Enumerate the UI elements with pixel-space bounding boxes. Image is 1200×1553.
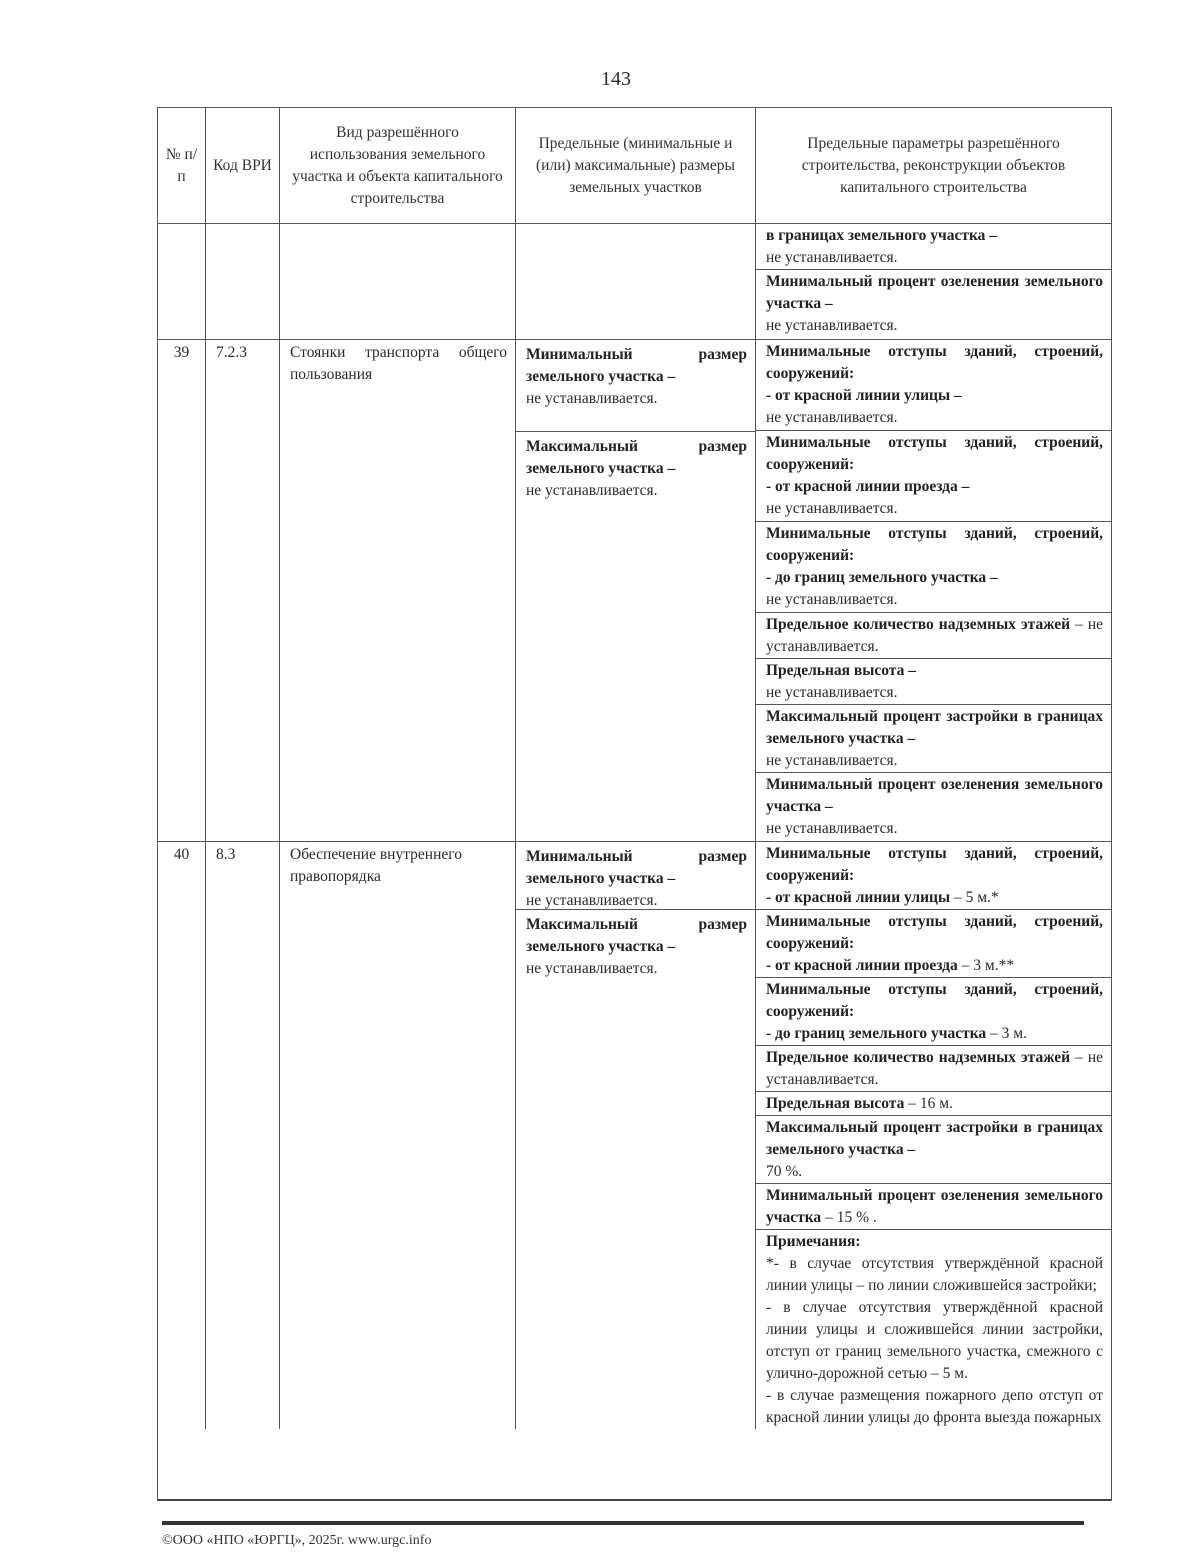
header-number: № п/п [158, 108, 206, 223]
size-item: Максимальный размер земельного участка – не устанавливается. [526, 438, 747, 499]
parameter-item: Минимальные отступы зданий, строений, сооружений: - до границ земельного участка – не устанавливается. [756, 522, 1111, 613]
plot-sizes-cell [516, 340, 756, 841]
table-header-row [158, 108, 1111, 224]
regulations-table [157, 107, 1112, 1501]
table-row [158, 842, 1111, 1429]
parameter-item: Максимальный процент застройки в границах земельного участка – 70 %. [756, 1116, 1111, 1184]
parameter-item: Минимальные отступы зданий, строений, сооружений: - от красной линии проезда – 3 м.** [756, 910, 1111, 978]
note: - в случае отсутствия утверждённой красной линии улицы и сложившейся линии застройки, отступ от границ земельного участка, смежного с улично-дорожной сетью – 5 м. [766, 1299, 1103, 1382]
parameter-item: Минимальные отступы зданий, строений, сооружений: - от красной линии улицы – 5 м.* [756, 842, 1111, 910]
table-row [158, 340, 1111, 842]
footer-divider [162, 1521, 1084, 1525]
row-use-type: Стоянки транспорта общего пользования [280, 340, 516, 841]
parameters-cell [756, 842, 1111, 1429]
row-use-type: Обеспечение внутреннего правопорядка [280, 842, 516, 1429]
parameters-cell [756, 340, 1111, 841]
parameter-item: Минимальные отступы зданий, строений, сооружений: - от красной линии проезда – не устанавливается. [756, 431, 1111, 522]
parameter-item: Максимальный процент застройки в границах земельного участка – не устанавливается. [756, 705, 1111, 773]
header-plot-sizes: Предельные (минимальные и (или) максимальные) размеры земельных участков [516, 108, 756, 223]
row-code: 7.2.3 [206, 340, 280, 841]
parameter-item: Предельное количество надземных этажей – не устанавливается. [756, 613, 1111, 659]
row-number: 40 [158, 842, 206, 1429]
note: - в случае размещения пожарного депо отступ от красной линии улицы до фронта выезда пожарных [766, 1387, 1103, 1426]
parameter-item: Минимальный процент озеленения земельного участка – 15 % . [756, 1184, 1111, 1230]
header-parameters: Предельные параметры разрешённого строительства, реконструкции объектов капитального строительства [755, 108, 1111, 223]
parameter-item: Предельная высота – не устанавливается. [756, 659, 1111, 705]
note: *- в случае отсутствия утверждённой красной линии улицы – по линии сложившейся застройки; [766, 1255, 1103, 1294]
plot-sizes-cell [516, 842, 756, 1429]
footer-copyright: ©ООО «НПО «ЮРГЦ», 2025г. www.urgc.info [162, 1533, 432, 1548]
table-row [158, 224, 1111, 340]
size-item: Максимальный размер земельного участка – не устанавливается. [526, 916, 747, 977]
page-number: 143 [601, 68, 631, 90]
parameter-item: Минимальные отступы зданий, строений, сооружений: - до границ земельного участка – 3 м. [756, 978, 1111, 1046]
header-code: Код ВРИ [206, 108, 280, 223]
size-item: Минимальный размер земельного участка – не устанавливается. [516, 340, 755, 432]
size-item: Минимальный размер земельного участка – не устанавливается. [516, 842, 755, 910]
parameter-item: Минимальные отступы зданий, строений, сооружений: - от красной линии улицы – не устанавливается. [756, 340, 1111, 431]
parameter-item: Предельное количество надземных этажей – не устанавливается. [756, 1046, 1111, 1092]
notes-title: Примечания: [766, 1233, 861, 1250]
parameter-item: Минимальный процент озеленения земельного участка – не устанавливается. [766, 273, 1103, 334]
row-number: 39 [158, 340, 206, 841]
parameter-item: Минимальный процент озеленения земельного участка – не устанавливается. [766, 776, 1103, 837]
row-code: 8.3 [206, 842, 280, 1429]
parameters-cell [756, 224, 1111, 339]
parameter-item: в границах земельного участка – не устанавливается. [756, 224, 1111, 270]
header-use-type: Вид разрешённого использования земельного участка и объекта капитального строительства [280, 108, 516, 223]
parameter-item: Предельная высота – 16 м. [756, 1092, 1111, 1116]
notes-item [756, 1230, 1111, 1429]
